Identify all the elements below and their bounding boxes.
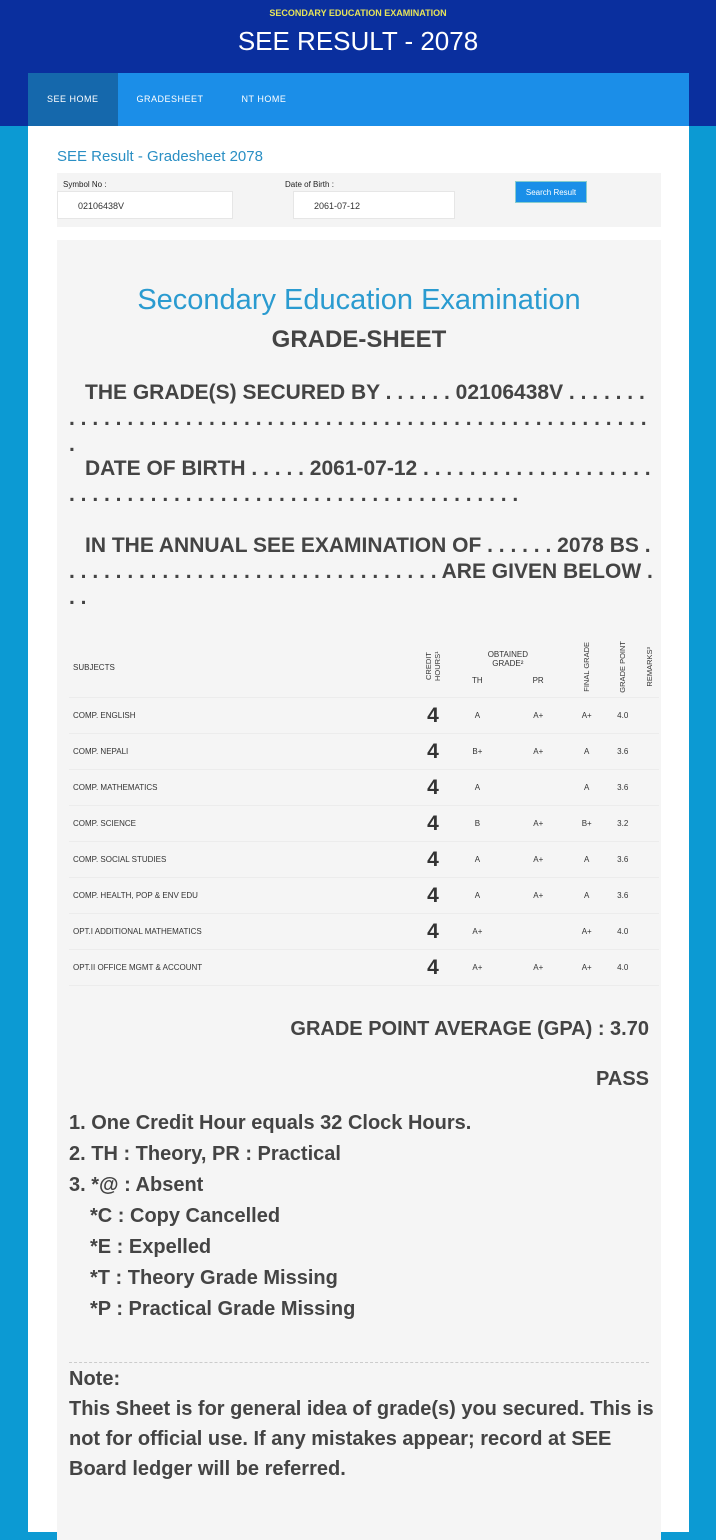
sheet-subtitle: GRADE-SHEET (271, 326, 447, 353)
cell-th: B (447, 806, 508, 842)
gpa: GRADE POINT AVERAGE (GPA) : 3.70 (290, 1018, 649, 1040)
search-form (57, 173, 661, 227)
cell-remarks (641, 950, 659, 986)
col-obtained: OBTAINED GRADE² (487, 650, 529, 668)
cell-remarks (641, 698, 659, 734)
table-row (69, 734, 659, 770)
cell-th: A+ (447, 914, 508, 950)
col-final: FINAL GRADE (582, 641, 592, 692)
cell-point: 3.6 (605, 734, 641, 770)
nav-gradesheet[interactable]: GRADESHEET (136, 94, 204, 104)
cell-final: A+ (569, 914, 605, 950)
header-title: SEE RESULT - 2078 (237, 26, 479, 56)
cell-pr: A+ (508, 734, 569, 770)
legend-notes (69, 1108, 471, 1325)
dob-line: DATE OF BIRTH . . . . . 2061-07-12 . . . . . . . . . . . . . . . . . . . . . . . . . . . . . . . . . . . . . . . . . . . . . . . . . . . . . . . . . . . (69, 457, 651, 506)
note-item: 2. TH : Theory, PR : Practical (69, 1143, 341, 1165)
cell-remarks (641, 878, 659, 914)
cell-subject: OPT.I ADDITIONAL MATHEMATICS (69, 914, 419, 950)
cell-subject: COMP. MATHEMATICS (69, 770, 419, 806)
table-row (69, 770, 659, 806)
cell-pr: A+ (508, 698, 569, 734)
nav-nt-home[interactable]: NT HOME (241, 94, 287, 104)
table-row (69, 914, 659, 950)
table-row (69, 806, 659, 842)
cell-remarks (641, 842, 659, 878)
cell-subject: COMP. SOCIAL STUDIES (69, 842, 419, 878)
cell-pr (508, 770, 569, 806)
cell-subject: COMP. SCIENCE (69, 806, 419, 842)
secured-by-line: THE GRADE(S) SECURED BY . . . . . . 02106438V . . . . . . . . . . . . . . . . . . . . . . . . . . . . . . . . . . . . . . . . . . . . . . . . . . . . . . . . . . (69, 381, 647, 456)
note-item: *E : Expelled (90, 1236, 212, 1258)
cell-final: A (569, 770, 605, 806)
cell-final: A (569, 878, 605, 914)
cell-point: 3.2 (605, 806, 641, 842)
cell-th: B+ (447, 734, 508, 770)
note-title: Note: (69, 1368, 121, 1390)
cell-credit: 4 (419, 950, 447, 986)
table-header (69, 638, 659, 698)
table-row (69, 698, 659, 734)
cell-subject: COMP. NEPALI (69, 734, 419, 770)
cell-final: A (569, 842, 605, 878)
cell-point: 4.0 (605, 698, 641, 734)
dob-label: Date of Birth : (285, 180, 334, 189)
cell-pr: A+ (508, 950, 569, 986)
cell-remarks (641, 770, 659, 806)
dob-input[interactable]: 2061-07-12 (293, 191, 455, 219)
page-title: SEE Result - Gradesheet 2078 (57, 148, 263, 165)
cell-credit: 4 (419, 842, 447, 878)
cell-point: 3.6 (605, 770, 641, 806)
divider (69, 1362, 649, 1363)
cell-credit: 4 (419, 770, 447, 806)
result-status: PASS (596, 1068, 649, 1090)
cell-remarks (641, 914, 659, 950)
cell-th: A (447, 698, 508, 734)
table-row (69, 878, 659, 914)
cell-subject: OPT.II OFFICE MGMT & ACCOUNT (69, 950, 419, 986)
note-item: *P : Practical Grade Missing (90, 1298, 356, 1320)
cell-final: B+ (569, 806, 605, 842)
cell-subject: COMP. ENGLISH (69, 698, 419, 734)
cell-final: A (569, 734, 605, 770)
col-pr: PR (532, 676, 544, 685)
cell-point: 4.0 (605, 950, 641, 986)
note-item: 1. One Credit Hour equals 32 Clock Hours. (69, 1112, 472, 1134)
sheet-title: Secondary Education Examination (137, 284, 581, 316)
col-subjects: SUBJECTS (69, 638, 419, 698)
cell-final: A+ (569, 950, 605, 986)
cell-credit: 4 (419, 878, 447, 914)
cell-point: 4.0 (605, 914, 641, 950)
cell-th: A (447, 878, 508, 914)
note-item: *T : Theory Grade Missing (90, 1267, 338, 1289)
col-th: TH (471, 676, 483, 685)
grade-sheet (57, 240, 661, 1540)
note-item: 3. *@ : Absent (69, 1174, 204, 1196)
table-row (69, 842, 659, 878)
cell-point: 3.6 (605, 878, 641, 914)
cell-final: A+ (569, 698, 605, 734)
disclaimer (69, 1364, 654, 1484)
cell-credit: 4 (419, 806, 447, 842)
cell-credit: 4 (419, 914, 447, 950)
cell-pr: A+ (508, 842, 569, 878)
symbol-label: Symbol No : (63, 180, 107, 189)
col-credit: CREDIT HOURS¹ (424, 651, 442, 682)
symbol-input[interactable]: 02106438V (57, 191, 233, 219)
cell-remarks (641, 734, 659, 770)
cell-th: A (447, 770, 508, 806)
cell-pr: A+ (508, 878, 569, 914)
col-remarks: REMARKS³ (645, 646, 655, 687)
col-point: GRADE POINT (618, 640, 628, 693)
cell-remarks (641, 806, 659, 842)
cell-pr (508, 914, 569, 950)
cell-pr: A+ (508, 806, 569, 842)
main-container (28, 126, 689, 1532)
cell-point: 3.6 (605, 842, 641, 878)
cell-credit: 4 (419, 734, 447, 770)
grades-table (69, 638, 659, 986)
note-text: This Sheet is for general idea of grade(s) you secured. This is not for official use. If any mistakes appear; record at SEE Board ledger will be referred. (69, 1398, 654, 1480)
header-kicker: SECONDARY EDUCATION EXAMINATION (269, 8, 447, 18)
cell-th: A (447, 842, 508, 878)
nav-see-home[interactable]: SEE HOME (28, 73, 118, 126)
note-item: *C : Copy Cancelled (90, 1205, 281, 1227)
cell-credit: 4 (419, 698, 447, 734)
search-result-button[interactable]: Search Result (515, 181, 587, 203)
nav-bar (28, 73, 689, 126)
cell-subject: COMP. HEALTH, POP & ENV EDU (69, 878, 419, 914)
table-row (69, 950, 659, 986)
cell-th: A+ (447, 950, 508, 986)
exam-line: IN THE ANNUAL SEE EXAMINATION OF . . . . . . 2078 BS . . . . . . . . . . . . . . . . . . . . . . . . . . . . . . . . . ARE GIVEN BELOW . . . (69, 534, 653, 609)
